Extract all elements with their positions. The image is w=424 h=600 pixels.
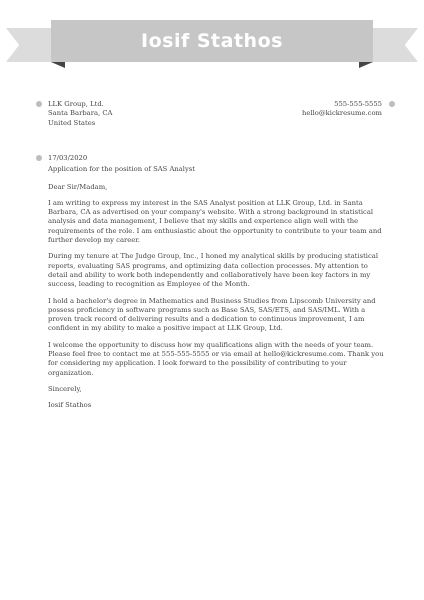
- contact-info: [302, 100, 382, 119]
- letter-body: [48, 154, 388, 411]
- ribbon-fold-right: [359, 62, 373, 68]
- sender-city: Santa Barbara, CA: [48, 109, 113, 118]
- sender-bullet-dot: [36, 101, 42, 107]
- letter-closing: Sincerely,: [48, 384, 82, 393]
- letter-subject: Application for the position of SAS Analyst: [48, 165, 196, 174]
- applicant-name: Iosif Stathos: [141, 30, 283, 52]
- letter-paragraph-2: During my tenure at The Judge Group, Inc., I honed my analytical skills by producing statistical reports, evaluating SAS programs, and optimizing data collection processes. My attention to detail and ability to work both independently and collaboratively have been key factors in my success, leading to recognition as Employee of the Month.: [48, 252, 379, 289]
- ribbon-band: [51, 20, 373, 62]
- contact-phone: 555-555-5555: [334, 100, 382, 108]
- letter-date: 17/03/2020: [48, 154, 88, 162]
- ribbon-fold-left: [51, 62, 65, 68]
- sender-country: United States: [48, 118, 96, 127]
- letter-greeting: Dear Sir/Madam,: [48, 182, 108, 191]
- letter-paragraph-3: I hold a bachelor's degree in Mathematics and Business Studies from Lipscomb University and possess proficiency in software programs such as Base SAS, SAS/ETS, and SAS/IML. With a proven track record of delivering results and a dedication to continuous improvement, I am confident in my ability to make a positive impact at LLK Group, Ltd.: [48, 296, 376, 333]
- letter-signature: Iosif Stathos: [48, 401, 92, 410]
- contact-email[interactable]: hello@kickresume.com: [302, 109, 382, 118]
- letter-paragraph-1: I am writing to express my interest in the SAS Analyst position at LLK Group, Ltd. in Santa Barbara, CA as advertised on your company's website. With a strong background in statistical analysis and data management, I believe that my skills and experience align well with the requirements of the role. I am enthusiastic about the opportunity to contribute to your team and further develop my career.: [48, 198, 382, 245]
- sender-address: [48, 100, 112, 128]
- letter-paragraph-4: I welcome the opportunity to discuss how my qualifications align with the needs of your team. Please feel free to contact me at 555-555-5555 or via email at hello@kickresume.com. Thank you for considering my application. I look forward to the possibility of contributing to your organization.: [48, 340, 384, 377]
- sender-company: LLK Group, Ltd.: [48, 100, 104, 108]
- header-ribbon: [0, 0, 424, 80]
- contact-bullet-dot: [389, 101, 395, 107]
- date-bullet-dot: [36, 155, 42, 161]
